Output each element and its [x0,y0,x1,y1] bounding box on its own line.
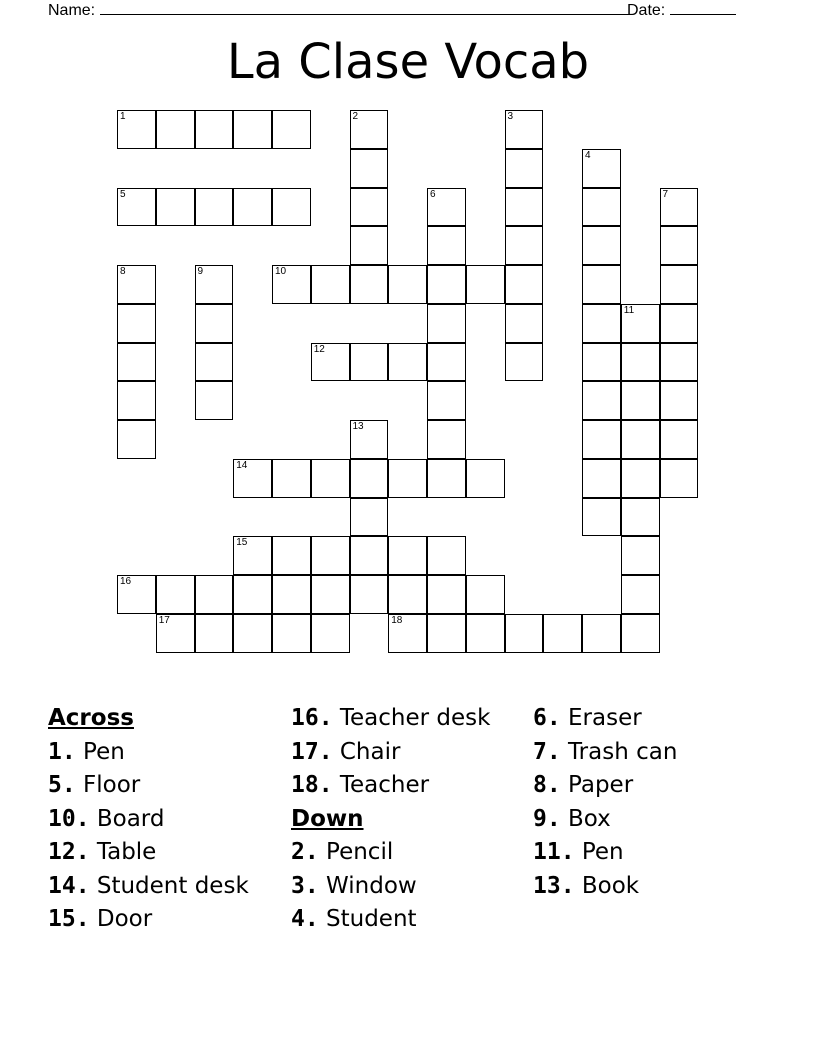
clue-number: 9 [197,266,204,277]
clue-number: 12 [313,343,325,355]
crossword-cell[interactable] [350,536,389,575]
crossword-cell[interactable] [582,343,621,382]
crossword-cell[interactable] [466,459,505,498]
crossword-cell[interactable] [621,420,660,459]
across-clue: 14. Student desk [48,872,249,899]
clue-number: 16 [120,576,132,587]
crossword-cell[interactable] [427,575,466,614]
crossword-cell[interactable] [466,575,505,614]
crossword-cell[interactable] [621,614,660,653]
crossword-cell[interactable] [311,536,350,575]
clue-number: 10 [275,266,287,277]
crossword-cell[interactable] [388,575,427,614]
crossword-cell[interactable] [117,575,156,614]
crossword-cell[interactable] [350,188,389,227]
crossword-cell[interactable] [621,304,660,343]
crossword-cell[interactable] [311,459,350,498]
down-clue: 13. Book [533,872,640,899]
across-clue: 10. Board [48,805,165,832]
crossword-cell[interactable] [660,420,699,459]
crossword-cell[interactable] [272,614,311,653]
crossword-cell[interactable] [272,188,311,227]
clue-number: 2 [352,111,359,122]
crossword-cell[interactable] [543,614,582,653]
down-clue: 11. Pen [533,839,624,865]
crossword-cell[interactable] [427,420,466,459]
crossword-cell[interactable] [582,304,621,343]
crossword-cell[interactable] [660,226,699,265]
crossword-cell[interactable] [660,343,699,382]
crossword-cell[interactable] [621,536,660,575]
crossword-cell[interactable] [272,265,311,304]
clue-number: 7 [662,188,669,200]
clue-number: 1 [120,111,126,122]
crossword-cell[interactable] [466,614,505,653]
crossword-cell[interactable] [156,110,195,149]
clue-column-3 [533,702,677,903]
crossword-cell[interactable] [233,459,272,498]
crossword-cell[interactable] [660,265,699,304]
crossword-cell[interactable] [427,188,466,227]
across-clue: 1. Pen [48,738,125,765]
crossword-cell[interactable] [117,188,156,227]
crossword-cell[interactable] [660,381,699,420]
crossword-cell[interactable] [195,265,234,304]
clue-number: 6 [430,188,436,200]
crossword-cell[interactable] [233,188,272,227]
crossword-cell[interactable] [350,575,389,614]
across-clue: 17. Chair [291,738,401,765]
crossword-cell[interactable] [350,420,389,459]
crossword-cell[interactable] [195,188,234,227]
across-clue: 5. Floor [48,772,141,798]
clue-number: 4 [585,149,591,161]
crossword-cell[interactable] [195,575,234,614]
crossword-cell[interactable] [621,575,660,614]
crossword-cell[interactable] [582,420,621,459]
crossword-cell[interactable] [233,614,272,653]
crossword-cell[interactable] [117,381,156,420]
crossword-cell[interactable] [272,575,311,614]
crossword-cell[interactable] [195,614,234,653]
crossword-cell[interactable] [660,188,699,227]
crossword-cell[interactable] [311,343,350,382]
crossword-cell[interactable] [660,304,699,343]
crossword-cell[interactable] [272,110,311,149]
crossword-cell[interactable] [156,575,195,614]
clue-number: 3 [507,111,514,122]
down-clue: 4. Student [291,906,417,932]
crossword-cell[interactable] [311,265,350,304]
crossword-cell[interactable] [195,304,234,343]
date-label: Date: [627,2,666,19]
down-heading: Down [291,805,364,832]
crossword-cell[interactable] [311,614,350,653]
crossword-cell[interactable] [427,381,466,420]
clue-number: 11 [623,304,635,316]
crossword-cell[interactable] [427,614,466,653]
clue-number: 5 [120,188,126,200]
crossword-cell[interactable] [582,188,621,227]
crossword-cell[interactable] [350,265,389,304]
down-clue: 7. Trash can [533,738,678,765]
across-clue: 18. Teacher [291,772,430,798]
page-title: La Clase Vocab [226,34,590,90]
crossword-cell[interactable] [505,265,544,304]
clue-number: 13 [352,421,364,432]
across-heading: Across [48,705,134,731]
crossword-cell[interactable] [505,149,544,188]
down-clue: 9. Box [533,805,611,832]
clue-column-2 [291,702,490,937]
crossword-cell[interactable] [505,226,544,265]
crossword-cell[interactable] [117,265,156,304]
crossword-cell[interactable] [427,304,466,343]
down-clue: 3. Window [291,872,417,899]
crossword-cell[interactable] [621,459,660,498]
crossword-cell[interactable] [350,459,389,498]
crossword-cell[interactable] [427,536,466,575]
crossword-cell[interactable] [388,536,427,575]
crossword-cell[interactable] [388,343,427,382]
crossword-cell[interactable] [582,149,621,188]
crossword-cell[interactable] [233,575,272,614]
crossword-cell[interactable] [195,110,234,149]
crossword-cell[interactable] [350,110,389,149]
clue-number: 8 [120,266,126,277]
clue-column-1 [48,702,249,937]
crossword-cell[interactable] [466,265,505,304]
crossword-cell[interactable] [350,226,389,265]
crossword-cell[interactable] [350,343,389,382]
crossword-cell[interactable] [621,343,660,382]
crossword-cell[interactable] [582,381,621,420]
name-label: Name: [48,2,96,19]
down-clue: 8. Paper [533,772,634,798]
crossword-cell[interactable] [233,536,272,575]
crossword-cell[interactable] [156,188,195,227]
crossword-cell[interactable] [388,614,427,653]
crossword-cell[interactable] [660,459,699,498]
crossword-cell[interactable] [117,110,156,149]
crossword-cell[interactable] [621,381,660,420]
crossword-cell[interactable] [388,265,427,304]
crossword-cell[interactable] [427,265,466,304]
crossword-cell[interactable] [505,614,544,653]
crossword-cell[interactable] [427,459,466,498]
crossword-cell[interactable] [233,110,272,149]
crossword-cell[interactable] [621,498,660,537]
clue-number: 15 [236,537,248,549]
crossword-cell[interactable] [505,304,544,343]
across-clue: 16. Teacher desk [291,705,491,731]
crossword-cell[interactable] [272,459,311,498]
across-clue: 15. Door [48,906,153,932]
crossword-cell[interactable] [272,536,311,575]
crossword-cell[interactable] [350,149,389,188]
crossword-cell[interactable] [427,226,466,265]
crossword-cell[interactable] [350,498,389,537]
crossword-cell[interactable] [195,343,234,382]
crossword-cell[interactable] [582,226,621,265]
crossword-cell[interactable] [195,381,234,420]
crossword-cell[interactable] [505,343,544,382]
clue-number: 14 [236,459,248,471]
crossword-cell[interactable] [117,343,156,382]
crossword-cell[interactable] [156,614,195,653]
crossword-cell[interactable] [505,188,544,227]
crossword-cell[interactable] [582,265,621,304]
across-clue: 12. Table [48,839,157,865]
crossword-cell[interactable] [427,343,466,382]
down-clue: 2. Pencil [291,839,394,865]
clue-number: 17 [158,614,170,626]
crossword-cell[interactable] [311,575,350,614]
crossword-cell[interactable] [582,459,621,498]
crossword-cell[interactable] [582,614,621,653]
crossword-cell[interactable] [117,304,156,343]
clue-number: 18 [391,614,403,626]
crossword-cell[interactable] [388,459,427,498]
crossword-cell[interactable] [117,420,156,459]
crossword-cell[interactable] [582,498,621,537]
down-clue: 6. Eraser [533,705,642,731]
crossword-cell[interactable] [505,110,544,149]
